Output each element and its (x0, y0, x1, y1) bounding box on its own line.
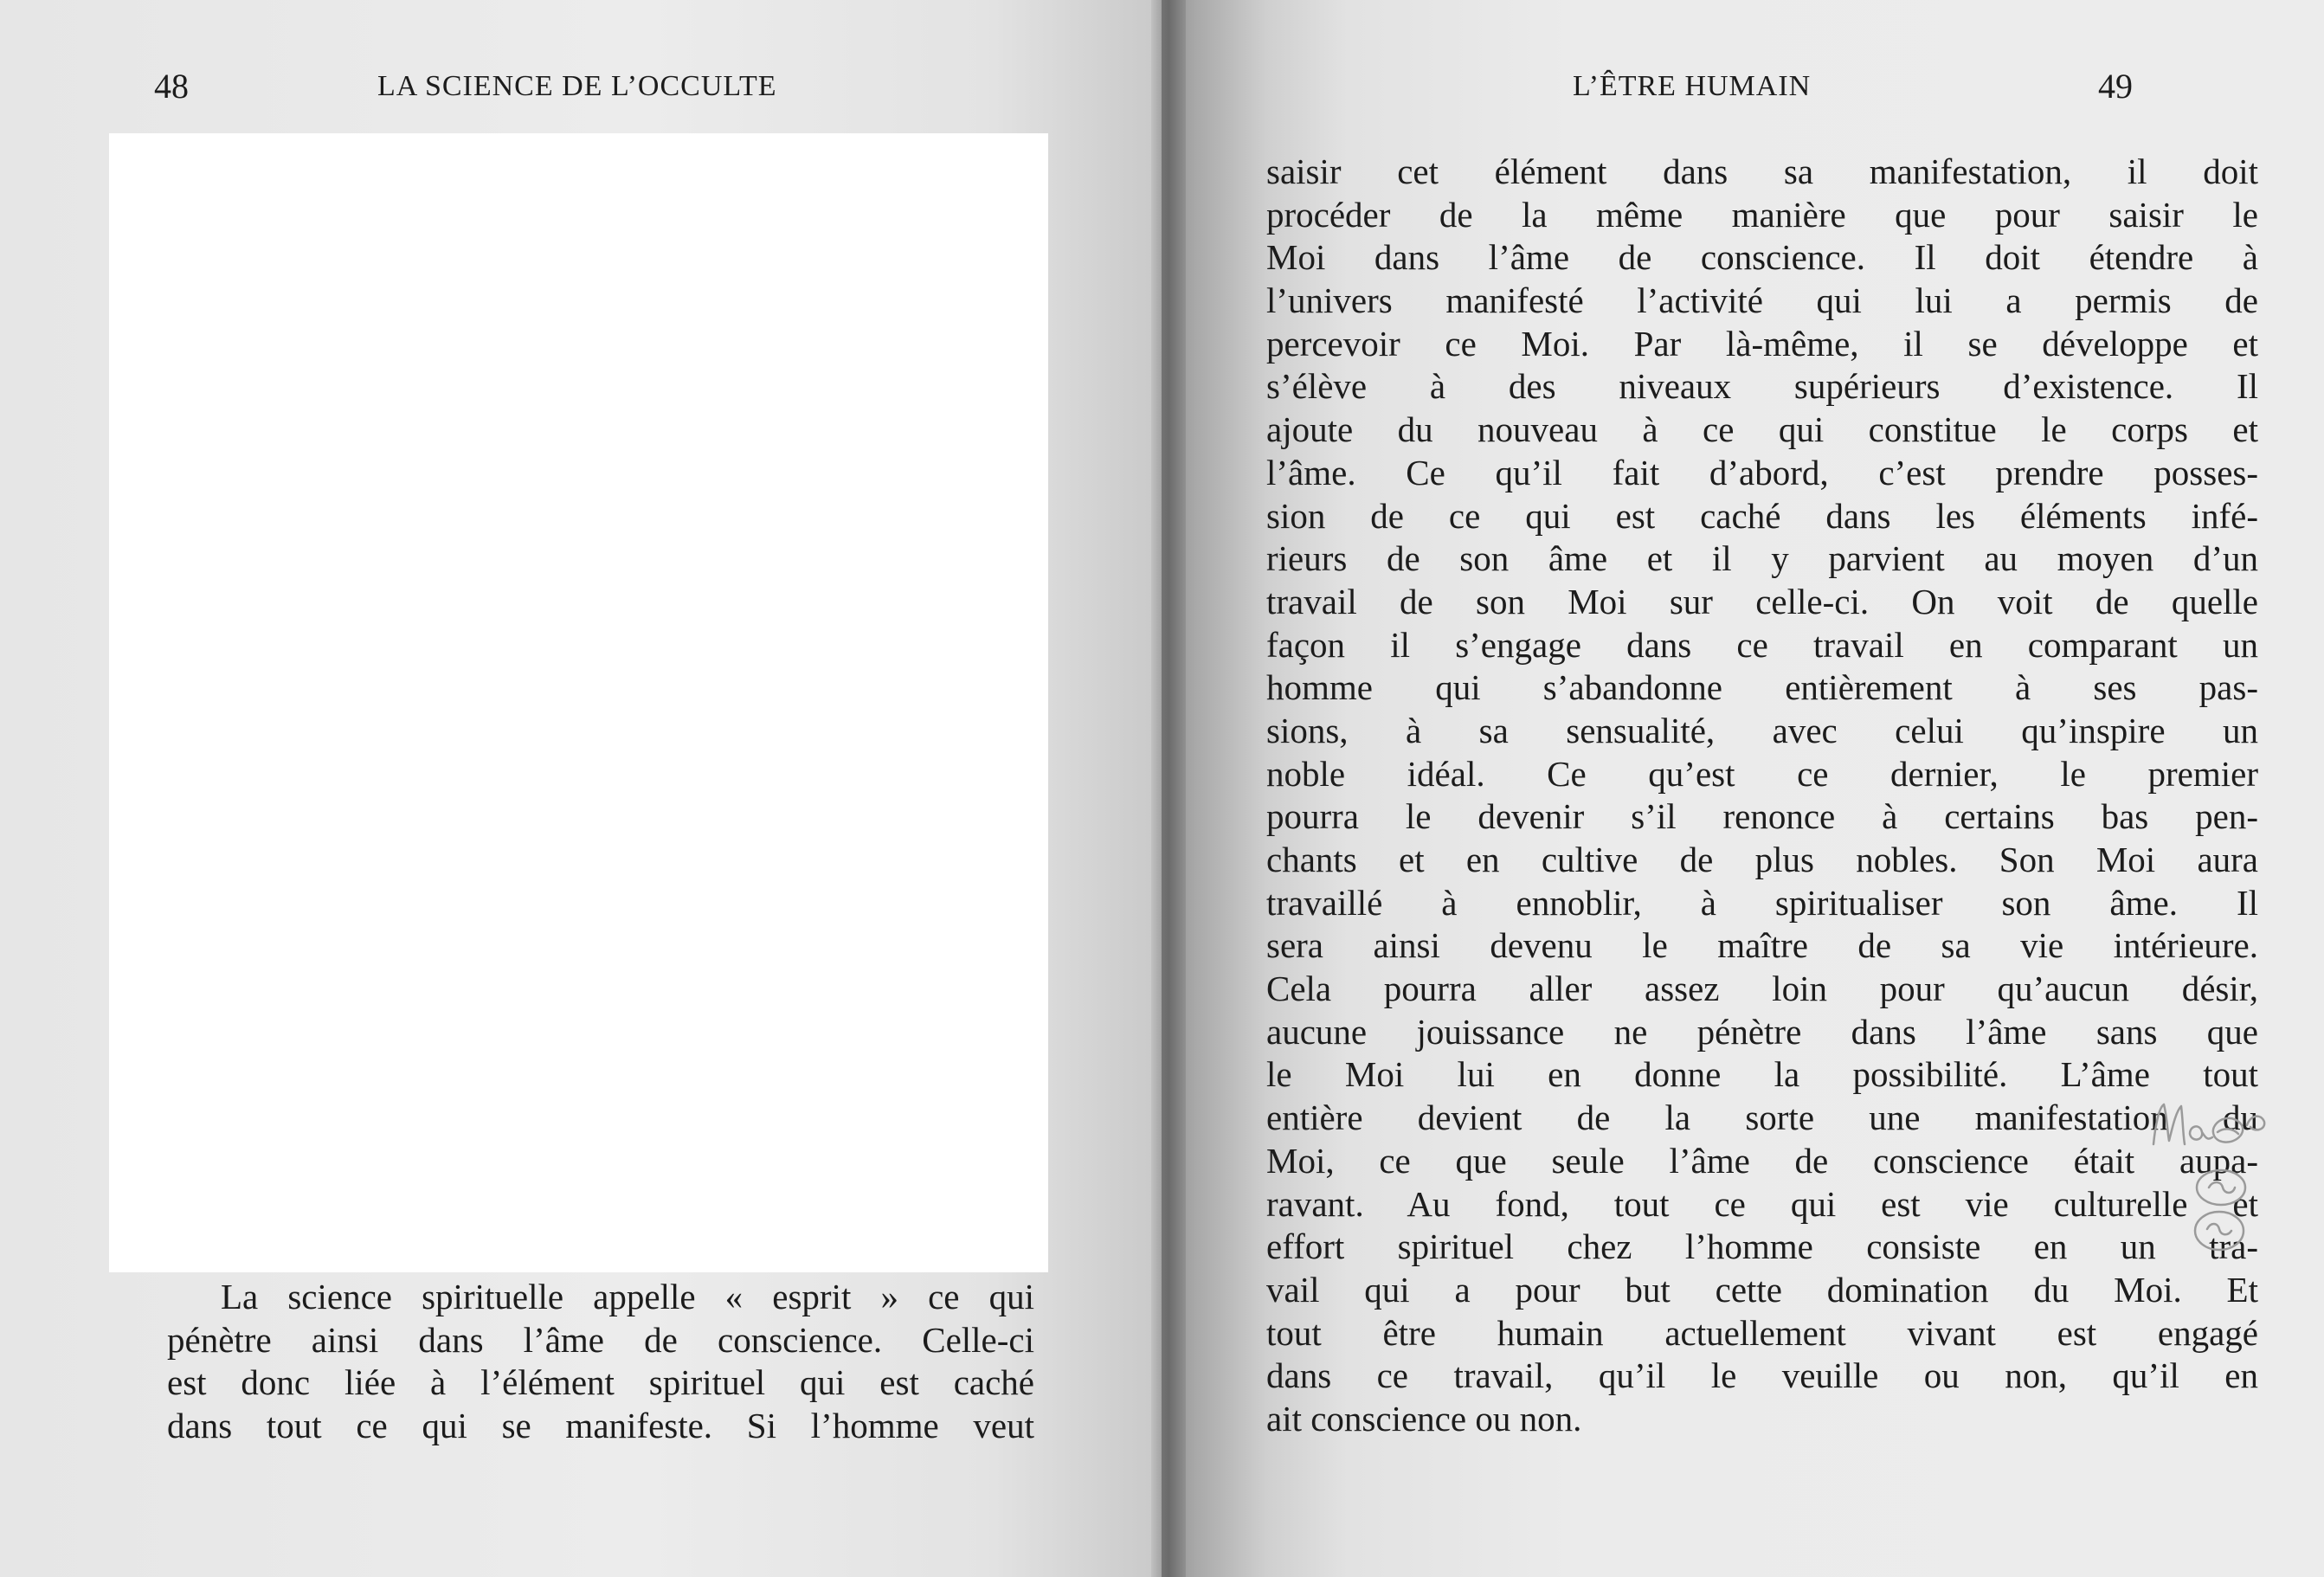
text-line: pénètre ainsi dans l’âme de conscience. Celle-ci (167, 1319, 1034, 1360)
text-line: l’univers manifesté l’activité qui lui a permis de (1266, 280, 2258, 321)
text-line: sion de ce qui est caché dans les éléments infé- (1266, 495, 2258, 536)
text-line: l’âme. Ce qu’il fait d’abord, c’est prendre posses- (1266, 452, 2258, 492)
text-line: La science spirituelle appelle « esprit » ce qui (221, 1277, 1034, 1316)
left-page-paragraph (167, 1276, 1034, 1448)
text-line: s’élève à des niveaux supérieurs d’existence. Il (1266, 366, 2258, 407)
text-line: sions, à sa sensualité, avec celui qu’inspire un (1266, 710, 2258, 750)
page-number-right: 49 (2098, 67, 2133, 106)
text-line: Cela pourra aller assez loin pour qu’aucun désir, (1266, 969, 2258, 1009)
right-page (1162, 0, 2324, 1577)
text-line: rieurs de son âme et il y parvient au moyen d’un (1266, 538, 2258, 579)
text-line: est donc liée à l’élément spirituel qui est caché (167, 1362, 1034, 1403)
text-line: tout être humain actuellement vivant est engagé (1266, 1312, 2258, 1353)
book-gutter-shadow (1151, 0, 1186, 1577)
running-head-left: LA SCIENCE DE L’OCCULTE (377, 70, 777, 102)
text-line: noble idéal. Ce qu’est ce dernier, le premier (1266, 753, 2258, 794)
text-line: sera ainsi devenu le maître de sa vie intérieure. (1266, 925, 2258, 966)
page-number-left: 48 (154, 67, 189, 106)
text-line: Moi dans l’âme de conscience. Il doit étendre à (1266, 237, 2258, 278)
right-page-paragraph (1266, 151, 2258, 1441)
text-line: dans tout ce qui se manifeste. Si l’homme veut (167, 1406, 1034, 1446)
running-head-right: L’ÊTRE HUMAIN (1573, 70, 1812, 102)
text-line: Moi, ce que seule l’âme de conscience était aupa- (1266, 1140, 2258, 1181)
text-line: saisir cet élément dans sa manifestation, il doit (1266, 151, 2258, 191)
text-line: travail de son Moi sur celle-ci. On voit de quelle (1266, 581, 2258, 621)
text-line: procéder de la même manière que pour saisir le (1266, 194, 2258, 235)
text-line: façon il s’engage dans ce travail en comparant un (1266, 624, 2258, 665)
text-line: percevoir ce Moi. Par là-même, il se développe et (1266, 323, 2258, 364)
text-line: vail qui a pour but cette domination du Moi. Et (1266, 1269, 2258, 1310)
text-line: chants et en cultive de plus nobles. Son Moi aura (1266, 840, 2258, 879)
text-line: ait conscience ou non. (1266, 1398, 1582, 1439)
text-line: ajoute du nouveau à ce qui constitue le corps et (1266, 409, 2258, 450)
text-line: travaillé à ennoblir, à spiritualiser son âme. Il (1266, 882, 2258, 923)
text-line: entière devient de la sorte une manifestation du (1266, 1097, 2258, 1138)
text-line: le Moi lui en donne la possibilité. L’âme tout (1266, 1054, 2258, 1095)
text-line: effort spirituel chez l’homme consiste en un tra- (1266, 1226, 2258, 1267)
pencil-margin-annotation (2145, 1092, 2309, 1265)
text-line: pourra le devenir s’il renonce à certains bas pen- (1266, 796, 2258, 837)
text-line: ravant. Au fond, tout ce qui est vie culturelle et (1266, 1183, 2258, 1224)
text-line: dans ce travail, qu’il le veuille ou non, qu’il en (1266, 1355, 2258, 1396)
text-line: homme qui s’abandonne entièrement à ses pas- (1266, 667, 2258, 708)
blank-image-area (109, 133, 1048, 1272)
text-line: aucune jouissance ne pénètre dans l’âme sans que (1266, 1011, 2258, 1052)
